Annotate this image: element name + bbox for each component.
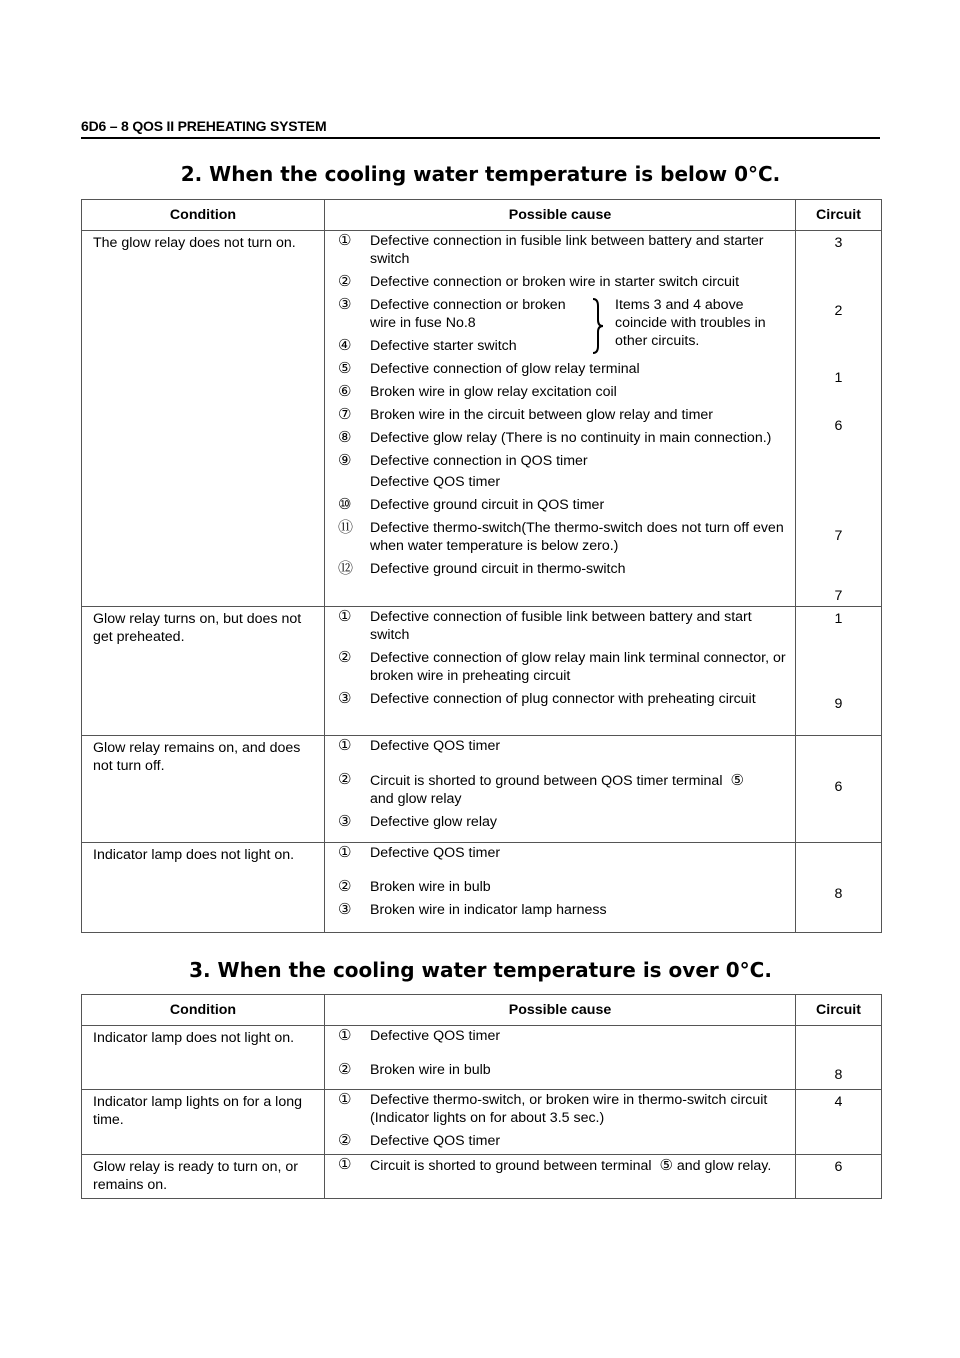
circuit-value: 4	[834, 1094, 843, 1110]
cause-text: Defective starter switch	[370, 338, 517, 354]
cause-item	[325, 1156, 795, 1175]
circled-number: ⑥	[338, 382, 352, 400]
cause-item	[325, 1091, 795, 1127]
cause-item	[325, 360, 795, 378]
page-header: 6D6 – 8 QOS II PREHEATING SYSTEM	[81, 118, 880, 139]
cause-item	[325, 232, 795, 268]
table-row	[82, 1155, 882, 1199]
cause-item	[325, 771, 795, 808]
cause-text: Circuit is shorted to ground between terminal	[370, 1158, 652, 1174]
brace-note: Items 3 and 4 above coincide with troubles in other circuits.	[615, 297, 766, 349]
condition-cell: Indicator lamp does not light on.	[82, 843, 325, 933]
causes-cell	[325, 607, 796, 736]
circuit-value: 8	[834, 1067, 843, 1083]
cause-text: Defective connection of glow relay terminal	[370, 361, 640, 377]
cause-text: Defective QOS timer	[370, 845, 501, 861]
cause-text: Defective QOS timer	[370, 1133, 501, 1149]
circled-number: ②	[338, 272, 352, 290]
circled-number: ①	[338, 1155, 352, 1173]
circuit-cell	[796, 1090, 882, 1155]
circled-number: ②	[338, 1131, 352, 1149]
circled-number: ③	[338, 812, 352, 830]
cause-group-with-note	[325, 296, 795, 355]
brace-icon	[590, 298, 604, 354]
circuit-value: 1	[834, 370, 843, 386]
cause-item	[325, 406, 795, 424]
cause-text: Defective connection in QOS timer	[370, 453, 588, 469]
circled-number: ①	[338, 843, 352, 861]
circled-number: ⑪	[338, 518, 354, 536]
cause-item	[325, 337, 601, 355]
cause-item	[325, 844, 795, 862]
below-zero-table	[81, 199, 882, 933]
circuit-cell	[796, 1155, 882, 1199]
table-row	[82, 843, 882, 933]
circled-number: ④	[338, 336, 352, 354]
circled-number: ②	[338, 877, 352, 895]
table-row	[82, 736, 882, 843]
column-header-possible-cause: Possible cause	[325, 995, 796, 1026]
circled-number: ⑫	[338, 559, 354, 577]
cause-text: Defective QOS timer	[370, 1028, 501, 1044]
condition-cell: Glow relay is ready to turn on, or remains on.	[82, 1155, 325, 1199]
circuit-value: 6	[834, 779, 843, 795]
circuit-value: 8	[834, 886, 843, 902]
circled-number: ⑨	[338, 451, 352, 469]
circuit-value: 1	[834, 611, 843, 627]
causes-cell	[325, 843, 796, 933]
circled-number: ②	[338, 770, 352, 788]
circuit-value: 7	[834, 528, 843, 544]
causes-cell	[325, 231, 796, 607]
column-header-circuit: Circuit	[796, 995, 882, 1026]
circuit-cell	[796, 231, 882, 607]
cause-item	[325, 1027, 795, 1045]
cause-item	[325, 878, 795, 896]
cause-item	[325, 737, 795, 755]
cause-text: Defective glow relay	[370, 814, 497, 830]
section-2-title: 2. When the cooling water temperature is below 0°C.	[180, 162, 781, 186]
over-zero-table	[81, 994, 882, 1199]
cause-text: Defective ground circuit in thermo-switch	[370, 561, 626, 577]
column-header-condition: Condition	[82, 995, 325, 1026]
circuit-cell	[796, 843, 882, 933]
cause-item	[325, 452, 795, 491]
circled-number: ②	[338, 648, 352, 666]
cause-item	[325, 649, 795, 685]
cause-text: Defective thermo-switch(The thermo-switch does not turn off even when water temperature is below zero.)	[370, 520, 784, 554]
cause-item	[325, 560, 795, 578]
cause-text: Broken wire in bulb	[370, 1062, 491, 1078]
cause-text: Broken wire in glow relay excitation coil	[370, 384, 617, 400]
column-header-possible-cause: Possible cause	[325, 200, 796, 231]
causes-cell	[325, 736, 796, 843]
circuit-value: 6	[834, 1159, 843, 1175]
circuit-value: 9	[834, 696, 843, 712]
circled-number: ⑩	[338, 495, 352, 513]
circuit-value: 7	[834, 588, 843, 604]
circled-number: ①	[338, 1026, 352, 1044]
cause-text: Defective connection or broken wire in fuse No.8	[370, 297, 566, 331]
cause-text: Defective connection in fusible link between battery and starter switch	[370, 233, 764, 267]
cause-text: Broken wire in bulb	[370, 879, 491, 895]
cause-item	[325, 813, 795, 831]
circuit-value: 2	[834, 303, 843, 319]
cause-text: Defective connection or broken wire in starter switch circuit	[370, 274, 740, 290]
causes-cell	[325, 1155, 796, 1199]
cause-text-continued: and glow relay	[370, 791, 462, 807]
cause-text: Defective QOS timer	[370, 738, 501, 754]
circuit-value: 3	[834, 235, 843, 251]
cause-item	[325, 901, 795, 919]
cause-text-wrap	[370, 771, 789, 808]
causes-cell	[325, 1026, 796, 1090]
cause-item	[325, 496, 795, 514]
circuit-cell	[796, 736, 882, 843]
cause-subtext: Defective QOS timer	[370, 474, 501, 490]
circled-number: ⑤	[338, 359, 352, 377]
cause-text: Defective ground circuit in QOS timer	[370, 497, 605, 513]
cause-item	[325, 519, 795, 555]
cause-item	[325, 273, 795, 291]
circled-number: ③	[338, 900, 352, 918]
condition-cell: Glow relay turns on, but does not get preheated.	[82, 607, 325, 736]
cause-text: Defective connection of glow relay main link terminal connector, or broken wire in preheating circuit	[370, 650, 786, 684]
circled-number: ③	[338, 689, 352, 707]
condition-cell: Indicator lamp does not light on.	[82, 1026, 325, 1090]
column-header-condition: Condition	[82, 200, 325, 231]
circled-number: ⑦	[338, 405, 352, 423]
cause-item	[325, 1132, 795, 1150]
cause-item	[325, 1061, 795, 1079]
condition-cell: Indicator lamp lights on for a long time.	[82, 1090, 325, 1155]
terminal-number: ⑤	[659, 1156, 673, 1174]
table-row	[82, 1090, 882, 1155]
causes-cell	[325, 1090, 796, 1155]
cause-text: Defective connection of plug connector with preheating circuit	[370, 691, 756, 707]
circuit-value: 6	[834, 418, 843, 434]
circled-number: ①	[338, 231, 352, 249]
circuit-cell	[796, 1026, 882, 1090]
cause-text-continued: and glow relay.	[676, 1158, 772, 1174]
circled-number: ⑧	[338, 428, 352, 446]
condition-cell: Glow relay remains on, and does not turn off.	[82, 736, 325, 843]
section-3-title: 3. When the cooling water temperature is over 0°C.	[189, 958, 772, 982]
cause-text: Circuit is shorted to ground between QOS timer terminal	[370, 773, 723, 789]
circuit-cell	[796, 607, 882, 736]
cause-item	[325, 296, 601, 332]
table-row	[82, 231, 882, 607]
terminal-number: ⑤	[730, 771, 744, 789]
circled-number: ①	[338, 607, 352, 625]
cause-text: Broken wire in the circuit between glow relay and timer	[370, 407, 714, 423]
cause-text: Defective glow relay (There is no continuity in main connection.)	[370, 430, 772, 446]
table-row	[82, 1026, 882, 1090]
cause-item	[325, 383, 795, 401]
circled-number: ③	[338, 295, 352, 313]
cause-item	[325, 608, 795, 644]
cause-text-wrap	[370, 1156, 789, 1175]
cause-item	[325, 429, 795, 447]
circled-number: ②	[338, 1060, 352, 1078]
circled-number: ①	[338, 1090, 352, 1108]
cause-text: Broken wire in indicator lamp harness	[370, 902, 607, 918]
cause-text: Defective connection of fusible link between battery and start switch	[370, 609, 752, 643]
condition-cell: The glow relay does not turn on.	[82, 231, 325, 607]
cause-text: Defective thermo-switch, or broken wire in thermo-switch circuit (Indicator lights on for about 3.5 sec.)	[370, 1092, 768, 1126]
circled-number: ①	[338, 736, 352, 754]
cause-item	[325, 690, 795, 708]
column-header-circuit: Circuit	[796, 200, 882, 231]
table-row	[82, 607, 882, 736]
